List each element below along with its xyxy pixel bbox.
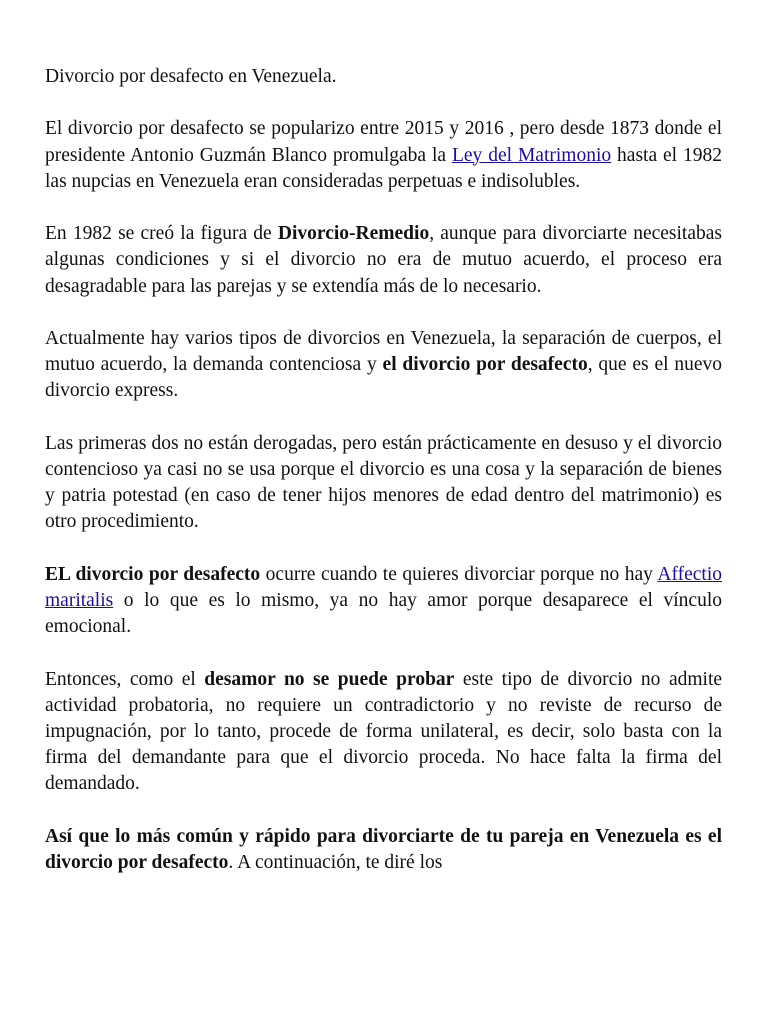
bold-desamor: desamor no se puede probar [204,668,455,690]
paragraph-tipos-divorcio [45,326,722,405]
paragraph-desuso [45,431,722,536]
paragraph-conclusion [45,824,722,876]
paragraph-text: hasta el 1982 las nupcias en Venezuela eran consideradas perpetuas e indisolubles. [45,144,723,192]
paragraph-text: El divorcio por desafecto se popularizo entre 2015 y 2016 , pero desde 1873 donde el presidente Antonio Guzmán Blanco promulgaba la [45,118,722,166]
paragraph-affectio [45,562,722,641]
paragraph-text: Actualmente hay varios tipos de divorcios en Venezuela, la separación de cuerpos, el mutuo acuerdo, la demanda contenciosa y [45,327,722,376]
paragraph-text: Las primeras dos no están derogadas, pero están prácticamente en desuso y el divorcio contencioso ya casi no se usa porque el divorcio es una cosa y la separación de bienes y patria potestad (en caso de tener hijos menores de edad dentro del matrimonio) es otro procedimiento. [45,432,722,533]
bold-el-divorcio-desafecto: EL divorcio por desafecto [45,563,261,585]
paragraph-text: ocurre cuando te quieres divorciar porque no hay [260,563,658,585]
bold-divorcio-desafecto: el divorcio por desafecto [382,354,588,376]
paragraph-text: , que es el nuevo divorcio express. [45,354,722,402]
paragraph-text: . A continuación, te diré los [228,851,443,873]
paragraph-history [45,116,722,195]
paragraph-text: o lo que es lo mismo, ya no hay amor porque desaparece el vínculo emocional. [45,589,722,638]
document-body [45,64,722,902]
paragraph-text: , aunque para divorciarte necesitabas algunas condiciones y si el divorcio no era de mutuo acuerdo, el proceso era desagradable para las parejas y se extendía más de lo necesario. [45,223,722,297]
paragraph-text: este tipo de divorcio no admite actividad probatoria, no requiere un contradictorio y no reviste de recurso de impugnación, por lo tanto, procede de forma unilateral, es decir, solo basta con la firma del demandante para que el divorcio proceda. No hace falta la firma del demandado. [45,668,723,795]
document-title [45,64,722,90]
paragraph-divorcio-remedio [45,221,722,300]
bold-divorcio-remedio: Divorcio-Remedio [277,223,430,245]
paragraph-text: Entonces, como el [45,668,205,690]
paragraph-text: En 1982 se creó la figura de [45,223,278,245]
bold-conclusion: Así que lo más común y rápido para divorciarte de tu pareja en Venezuela es el divorcio por desafecto [45,825,722,873]
paragraph-desamor [45,667,722,798]
link-affectio-maritalis[interactable]: Affectio maritalis [45,563,722,611]
title-text: Divorcio por desafecto en Venezuela. [45,66,337,87]
link-ley-del-matrimonio[interactable]: Ley del Matrimonio [451,144,612,166]
